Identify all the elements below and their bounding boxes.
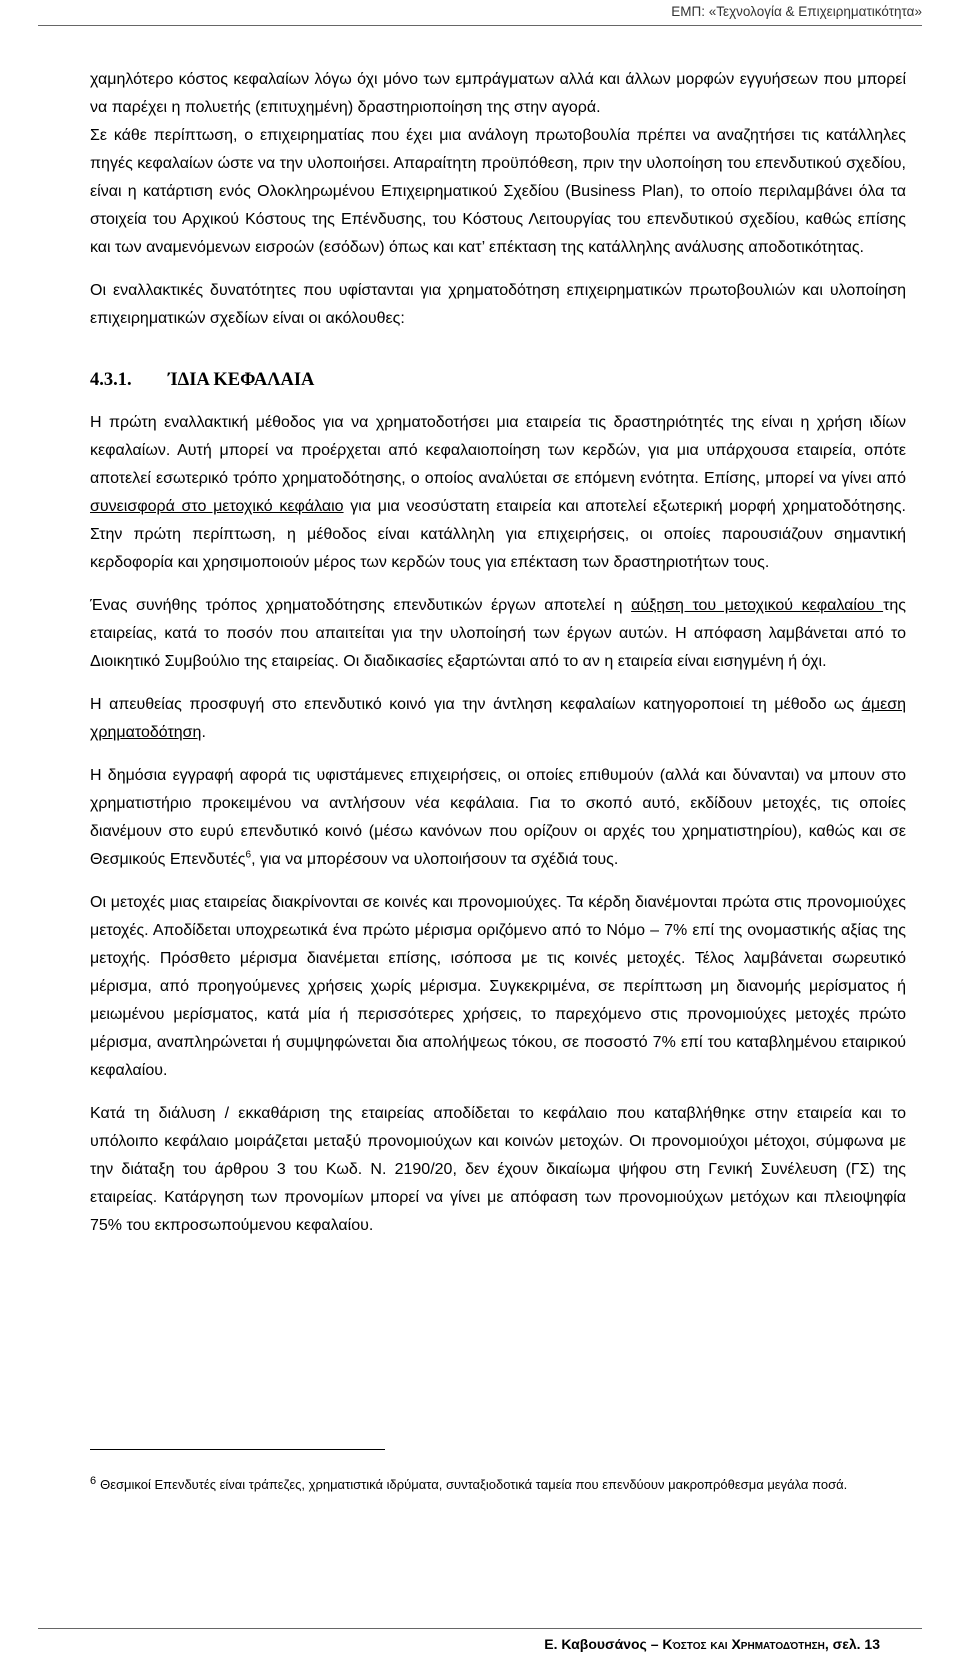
paragraph-7-text-b: , για να μπορέσουν να υλοποιήσουν τα σχέδιά τους.: [251, 851, 619, 868]
footer-separator: –: [646, 1636, 663, 1652]
paragraph-5-text-a: Ένας συνήθης τρόπος χρηματοδότησης επενδυτικών έργων αποτελεί η: [90, 597, 632, 614]
paragraph-6-text-a: Η απευθείας προσφυγή στο επενδυτικό κοινό για την άντληση κεφαλαίων κατηγοροποιεί τη μέθοδο ως: [90, 696, 862, 713]
section-title: ΊΔΙΑ ΚΕΦΑΛΑΙΑ: [168, 370, 315, 390]
paragraph-6: [90, 691, 906, 747]
section-number: 4.3.1.: [90, 370, 132, 390]
paragraph-5-text-b: της εταιρείας, κατά το ποσόν που απαιτείται για την υλοποίησή των έργων αυτών. Η απόφαση λαμβάνεται από το Διοικητικό Συμβούλιο της εταιρείας. Οι διαδικασίες εξαρτώνται από το αν η εταιρεία είναι εισηγμένη ή όχι.: [90, 597, 907, 670]
paragraph-4-text-a: Η πρώτη εναλλακτική μέθοδος για να χρηματοδοτήσει μια εταιρεία τις δραστηριότητές της είναι η χρήση ιδίων κεφαλαίων. Αυτή μπορεί να προέρχεται από κεφαλαιοποίηση των κερδών, για μια υπάρχουσα εταιρεία, οπότε αποτελεί εσωτερικό τρόπο χρηματοδότησης, ο οποίος αναλύεται σε επόμενη ενότητα. Επίσης, μπορεί να γίνει από: [90, 414, 906, 487]
paragraph-1: χαμηλότερο κόστος κεφαλαίων λόγω όχι μόνο των εμπράγματων αλλά και άλλων μορφών εγγυήσεων που μπορεί να παρέχει η πολυετής (επιτυχημένη) δραστηριοποίηση της στην αγορά.: [90, 71, 906, 116]
footnote: [90, 1476, 906, 1494]
document-body: [90, 66, 906, 1255]
paragraph-2: Σε κάθε περίπτωση, ο επιχειρηματίας που έχει μια ανάλογη πρωτοβουλία πρέπει να αναζητήσει τις κατάλληλες πηγές κεφαλαίων ώστε να την υλοποιήσει. Απαραίτητη προϋπόθεση, πριν την υλοποίηση του επενδυτικού σχεδίου, είναι η κατάρτιση ενός Ολοκληρωμένου Επιχειρηματικού Σχεδίου (Business Plan), το οποίο περιλαμβάνει όλα τα στοιχεία του Αρχικού Κόστους της Επένδυσης, του Κόστους Λειτουργίας του επενδυτικού σχεδίου, καθώς επίσης και των αναμενόμενων εισροών (εσόδων) όπως και κατ’ επέκταση της κατάλληλης ανάλυσης αποδοτικότητας.: [90, 127, 906, 256]
header-rule: [38, 25, 922, 26]
footnote-separator: [90, 1449, 385, 1450]
footnote-reference: 6: [245, 849, 252, 861]
direct-financing-term: άμεση χρηματοδότηση: [90, 696, 906, 741]
page-header: [0, 0, 960, 34]
paragraph-8: Οι μετοχές μιας εταιρείας διακρίνονται σε κοινές και προνομιούχες. Τα κέρδη διανέμονται πρώτα στις προνομιούχες μετοχές. Αποδίδεται υποχρεωτικά ένα πρώτο μέρισμα οριζόμενο από το Νόμο – 7% επί της ονομαστικής αξίας της μετοχής. Πρόσθετο μέρισμα διανέμεται επίσης, ισόποσα με τις κοινές μετοχές. Τέλος λαμβάνεται σωρευτικό μέρισμα, από προηγούμενες χρήσεις χωρίς μέρισμα. Συγκεκριμένα, σε περίπτωση μη διανομής μερίσματος ή μειωμένου μερίσματος, κατά μία ή περισσότερες χρήσεις, το παρεχόμενο στις προνομιούχες μετοχές πρώτο μέρισμα, αναπληρώνεται ή συμψηφώνεται δια απολήψεως τόκου, σε ποσοστό 7% επί του καταβλημένου εταιρικού κεφαλαίου.: [90, 894, 906, 1079]
capital-increase-term: αύξηση του μετοχικού κεφαλαίου: [631, 597, 884, 614]
footer-author: Ε. Καβουσάνος: [544, 1636, 647, 1652]
header-title: ΕΜΠ: «Τεχνολογία & Επιχειρηματικότητα»: [671, 4, 922, 19]
footnote-text: Θεσμικοί Επενδυτές είναι τράπεζες, χρηματιστικά ιδρύματα, συνταξιοδοτικά ταμεία που επενδύουν μακροπρόθεσμα μεγάλα ποσά.: [100, 1477, 848, 1492]
paragraph-4: [90, 409, 906, 577]
footer-rule: [38, 1628, 922, 1629]
equity-contribution-term: συνεισφορά στο μετοχικό κεφάλαιο: [90, 498, 344, 515]
footer-course: Κόστος και Χρηματοδότηση: [662, 1636, 825, 1652]
paragraph-5: [90, 592, 906, 676]
paragraph-3: Οι εναλλακτικές δυνατότητες που υφίστανται για χρηματοδότηση επιχειρηματικών πρωτοβουλιών και υλοποίηση επιχειρηματικών σχεδίων είναι οι ακόλουθες:: [90, 282, 906, 327]
page-footer: [0, 1628, 960, 1662]
footer-page: , σελ. 13: [824, 1636, 880, 1652]
paragraph-4-text-b: για μια νεοσύστατη εταιρεία και αποτελεί εξωτερική μορφή χρηματοδότησης. Στην πρώτη περίπτωση, η μέθοδος είναι κατάλληλη για επιχειρήσεις, οι οποίες παρουσιάζουν σημαντική κερδοφορία και χρησιμοποιούν μέρος των κερδών τους για επέκταση των δραστηριοτήτων τους.: [90, 498, 906, 571]
footer-text: [544, 1636, 880, 1652]
section-heading: [90, 367, 906, 393]
footnote-marker: 6: [90, 1474, 97, 1487]
paragraph-7: [90, 762, 906, 874]
paragraph-6-text-b: .: [201, 724, 206, 741]
paragraph-7-text-a: Η δημόσια εγγραφή αφορά τις υφιστάμενες επιχειρήσεις, οι οποίες επιθυμούν (αλλά και δύνανται) να μπουν στο χρηματιστήριο προκειμένου να αντλήσουν νέα κεφάλαια. Για το σκοπό αυτό, εκδίδουν μετοχές, τις οποίες διανέμουν στο ευρύ επενδυτικό κοινό (μέσω κανόνων που ορίζουν οι αρχές του χρηματιστηρίου), καθώς και σε Θεσμικούς Επενδυτές: [90, 767, 906, 868]
paragraph-9: Κατά τη διάλυση / εκκαθάριση της εταιρείας αποδίδεται το κεφάλαιο που καταβλήθηκε στην εταιρεία και το υπόλοιπο κεφάλαιο μοιράζεται μεταξύ προνομιούχων και κοινών μετοχών. Οι προνομιούχοι μέτοχοι, σύμφωνα με την διάταξη του άρθρου 3 του Κωδ. Ν. 2190/20, δεν έχουν δικαίωμα ψήφου στη Γενική Συνέλευση (ΓΣ) της εταιρείας. Κατάργηση των προνομίων μπορεί να γίνει με απόφαση των προνομιούχων μετόχων και πλειοψηφία 75% του εκπροσωπούμενου κεφαλαίου.: [90, 1105, 906, 1234]
